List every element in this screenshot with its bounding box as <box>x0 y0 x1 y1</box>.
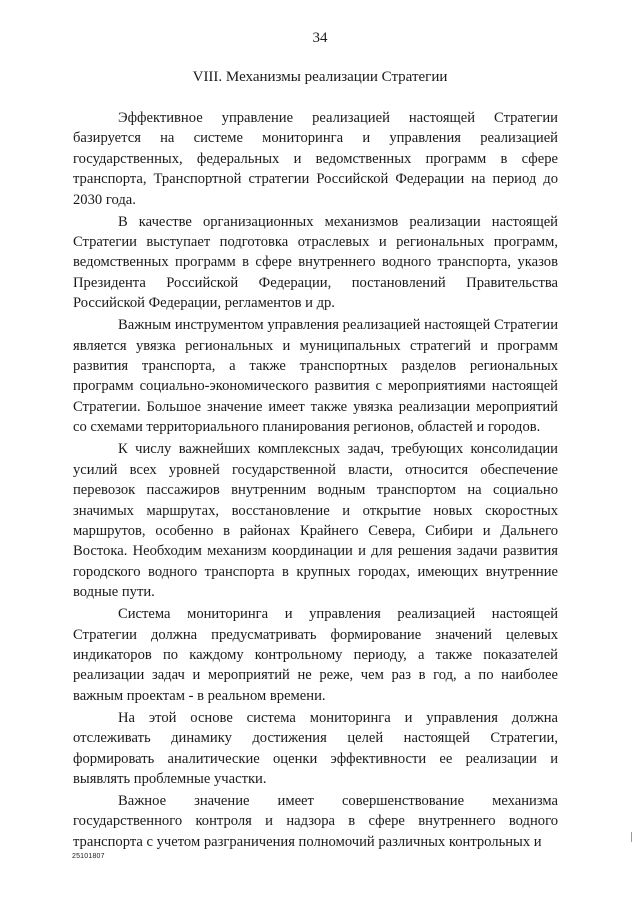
body-text <box>73 108 558 854</box>
section-heading: VIII. Механизмы реализации Стратегии <box>192 69 448 85</box>
margin-mark <box>631 832 632 842</box>
paragraph: Эффективное управление реализацией настоящей Стратегии базируется на системе мониторинга и управления реализацией государственных, федеральных и ведомственных программ в сфере транспорта, Транспортной стратегии Российской Федерации на период до 2030 года. <box>73 110 558 208</box>
paragraph: Важным инструментом управления реализацией настоящей Стратегии является увязка региональных и муниципальных стратегий и программ развития транспорта, а также транспортных разделов региональных программ социально-экономического развития с мероприятиями настоящей Стратегии. Большое значение имеет также увязка реализации мероприятий со схемами территориального планирования регионов, областей и городов. <box>73 317 558 436</box>
paragraph: В качестве организационных механизмов реализации настоящей Стратегии выступает подготовка отраслевых и региональных программ, ведомственных программ в сфере внутреннего водного транспорта, указов Президента Российской Федерации, постановлений Правительства Российской Федерации, регламентов и др. <box>73 213 558 312</box>
paragraph: Важное значение имеет совершенствование механизма государственного контроля и надзора в сфере внутреннего водного транспорта с учетом разграничения полномочий различных контрольных и <box>73 792 558 850</box>
paragraph: На этой основе система мониторинга и управления должна отслеживать динамику достижения целей настоящей Стратегии, формировать аналитические оценки эффективности ее реализации и выявлять проблемные участки. <box>73 709 558 787</box>
paragraph: К числу важнейших комплексных задач, требующих консолидации усилий всех уровней государственной власти, относится обеспечение перевозок пассажиров внутренним водным транспортом на социально значимых маршрутах, восстановление и открытие новых скоростных маршрутов, особенно в районах Крайнего Севера, Сибири и Дальнего Востока. Необходим механизм координации и для решения задачи развития городского водного транспорта в крупных городах, имеющих внутренние водные пути. <box>73 441 558 601</box>
document-code: 25101807 <box>72 853 105 860</box>
page-number: 34 <box>312 30 328 46</box>
paragraph: Система мониторинга и управления реализацией настоящей Стратегии должна предусматривать формирование значений целевых индикаторов по каждому контрольному периоду, а также показателей реализации задач и мероприятий не реже, чем раз в год, а по наиболее важным проектам - в реальном времени. <box>73 606 558 704</box>
